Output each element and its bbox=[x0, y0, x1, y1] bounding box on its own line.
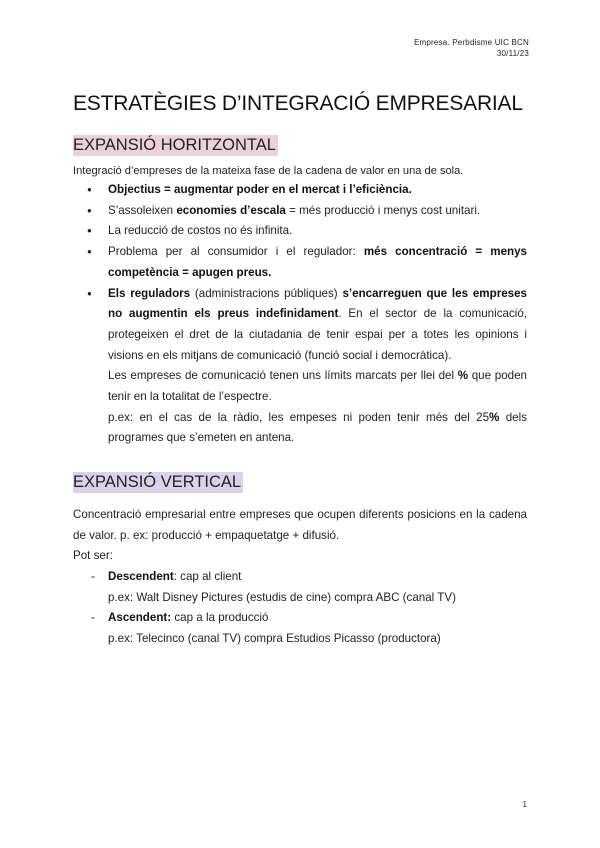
paragraph bbox=[108, 567, 527, 588]
header-course: Empresa. Perbdisme UIC BCN bbox=[413, 38, 529, 47]
list-item bbox=[73, 567, 527, 608]
bold-text: Ascendent: bbox=[108, 611, 172, 625]
section-heading-horizontal-text: EXPANSIÓ HORITZONTAL bbox=[73, 136, 276, 154]
section-heading-vertical bbox=[73, 473, 243, 492]
bold-text: s’encarreguen que les empreses no augmentin els preus indefinidament bbox=[108, 286, 527, 321]
text: Problema per al consumidor i el regulador: bbox=[108, 245, 364, 259]
bold-text: % bbox=[457, 369, 469, 383]
list-item bbox=[73, 221, 527, 242]
vertical-intro: Concentració empresarial entre empreses que ocupen diferents posicions en la cadena de valor. p. ex: producció + empaquetatge + difusió. bbox=[73, 508, 527, 542]
page-number: 1 bbox=[522, 800, 527, 809]
text: p.ex: en el cas de la ràdio, les empeses ni poden tenir més del 25 bbox=[108, 410, 490, 424]
list-item bbox=[73, 201, 527, 222]
bold-text: Objectius = augmentar poder en el mercat i l’eficiència. bbox=[108, 183, 412, 196]
paragraph bbox=[108, 366, 527, 407]
page-header bbox=[414, 37, 529, 59]
text: S’assoleixen bbox=[108, 203, 177, 217]
bold-text: Els reguladors bbox=[108, 286, 191, 300]
paragraph bbox=[108, 284, 527, 367]
bold-text: % bbox=[489, 410, 500, 424]
horizontal-intro: Integració d’empreses de la mateixa fase de la cadena de valor en una de sola. bbox=[73, 165, 464, 177]
bold-text: més concentració = menys competència = apugen preus. bbox=[108, 245, 527, 279]
text: (administracions públiques) bbox=[190, 286, 343, 300]
header-date: 30/11/23 bbox=[496, 49, 529, 58]
text: : cap al client bbox=[173, 570, 242, 583]
bold-text: Descendent bbox=[108, 570, 174, 583]
text: . En el sector de la comunicació, protegeixen el dret de la ciutadania de tenir espai per a totes les opinions i visions en els mitjans de comunicació (funció social i democràtica). bbox=[108, 307, 527, 362]
vertical-dash-list bbox=[73, 567, 527, 650]
list-item bbox=[73, 284, 527, 450]
text: La reducció de costos no és infinita. bbox=[108, 224, 293, 238]
text: que poden tenir en la totalitat de l’espectre. bbox=[108, 369, 527, 404]
section-heading-vertical-text: EXPANSIÓ VERTICAL bbox=[73, 473, 242, 491]
example-text: p.ex: Telecinco (canal TV) compra Estudios Picasso (productora) bbox=[108, 632, 441, 646]
vertical-pot-ser: Pot ser: bbox=[73, 549, 113, 562]
horizontal-bullet-list bbox=[73, 180, 527, 449]
text: = més producció i menys cost unitari. bbox=[285, 203, 481, 217]
text: dels programes que s’emeten en antena. bbox=[108, 410, 527, 445]
section-heading-horizontal bbox=[73, 136, 278, 155]
text: Les empreses de comunicació tenen uns límits marcats per llei del bbox=[108, 369, 458, 383]
paragraph bbox=[108, 608, 527, 629]
list-item bbox=[73, 180, 527, 201]
text: cap a la producció bbox=[171, 611, 269, 625]
list-item bbox=[73, 242, 527, 283]
list-item bbox=[73, 608, 527, 649]
paragraph bbox=[108, 408, 527, 449]
page-title: ESTRATÈGIES D’INTEGRACIÓ EMPRESARIAL bbox=[73, 92, 523, 115]
bold-text: economies d’escala bbox=[176, 203, 286, 217]
example-text: p.ex: Walt Disney Pictures (estudis de cine) compra ABC (canal TV) bbox=[108, 590, 456, 604]
